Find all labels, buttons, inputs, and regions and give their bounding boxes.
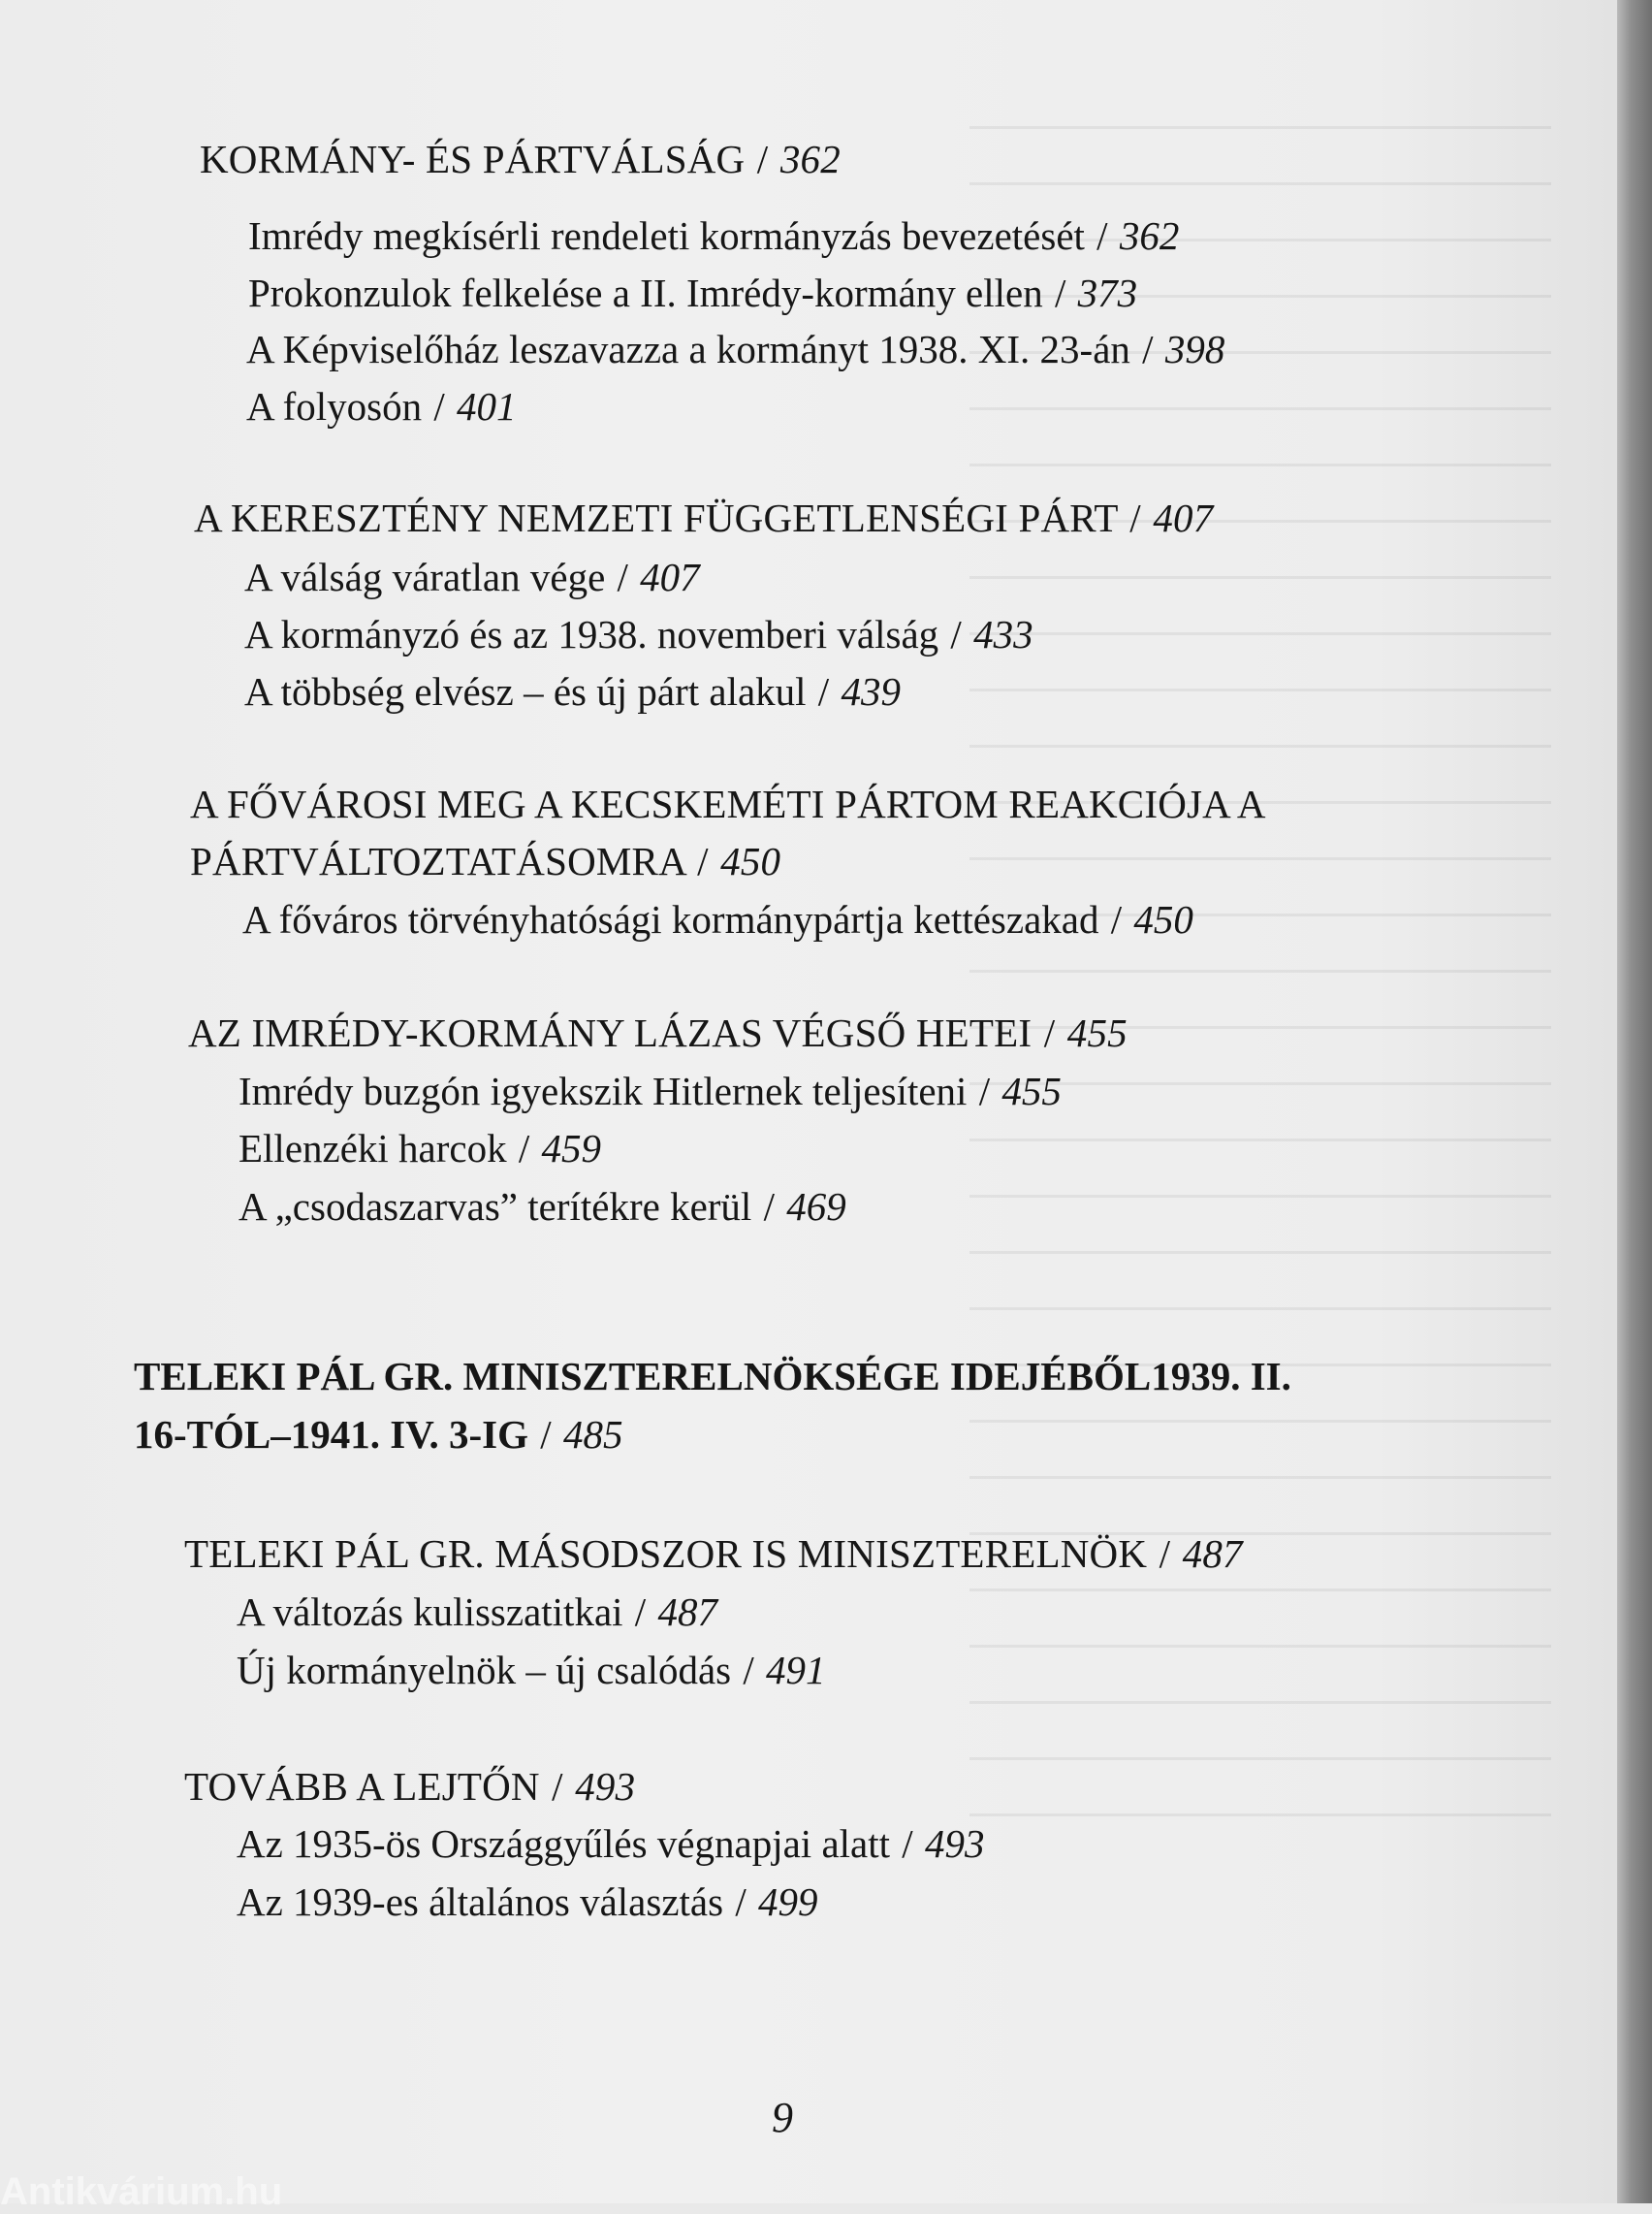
toc-entry-title: A folyosón: [246, 384, 423, 429]
toc-separator: /: [1043, 1011, 1056, 1055]
toc-subsection: [238, 1126, 602, 1171]
toc-separator: /: [617, 555, 628, 599]
toc-entry-title: A válság váratlan vége: [244, 555, 606, 599]
toc-entry-title: A változás kulisszatitkai: [237, 1589, 623, 1634]
toc-page-number: 493: [924, 1821, 985, 1866]
toc-section-heading: [190, 782, 1266, 826]
toc-separator: /: [1054, 271, 1066, 315]
toc-page-number: 401: [457, 384, 517, 429]
toc-subsection: [246, 327, 1225, 371]
toc-page-number: 362: [1119, 213, 1180, 258]
toc-page-number: 455: [1066, 1011, 1128, 1055]
toc-entry-title: KORMÁNY- ÉS PÁRTVÁLSÁG: [200, 137, 746, 181]
toc-separator: /: [1110, 897, 1123, 942]
toc-subsection: [248, 273, 1137, 313]
toc-separator: /: [540, 1412, 552, 1457]
toc-page-number: 407: [640, 555, 700, 599]
toc-entry-title: TELEKI PÁL GR. MINISZTERELNÖKSÉGE IDEJÉBŐL1939. II.: [134, 1354, 1291, 1398]
toc-part-heading-continued: [134, 1412, 623, 1457]
toc-separator: /: [1129, 496, 1141, 540]
toc-subsection: [237, 1821, 985, 1866]
toc-subsection: [244, 612, 1033, 657]
toc-separator: /: [433, 384, 445, 429]
toc-separator: /: [1142, 327, 1154, 371]
toc-separator: /: [1096, 213, 1108, 258]
toc-page-number: 450: [720, 839, 781, 883]
toc-page-number: 487: [657, 1589, 717, 1634]
toc-page-number: 487: [1182, 1531, 1243, 1576]
toc-page-number: 459: [541, 1126, 602, 1171]
toc-subsection: [238, 1184, 846, 1229]
toc-separator: /: [817, 669, 830, 714]
toc-subsection: [246, 384, 517, 429]
toc-entry-title: Az 1935-ös Országgyűlés végnapjai alatt: [237, 1821, 891, 1866]
toc-separator: /: [978, 1069, 991, 1113]
toc-separator: /: [763, 1184, 775, 1229]
toc-entry-title: Az 1939-es általános választás: [237, 1879, 724, 1924]
toc-page-number: 491: [766, 1648, 826, 1692]
toc-entry-title: Új kormányelnök – új csalódás: [237, 1648, 732, 1692]
toc-page-number: 373: [1077, 271, 1138, 315]
toc-separator: /: [735, 1879, 747, 1924]
toc-page-number: 407: [1153, 496, 1214, 540]
book-spine-edge: [1617, 0, 1652, 2203]
toc-separator: /: [697, 839, 709, 883]
toc-page-number: 499: [757, 1879, 818, 1924]
watermark: Antikvárium.hu: [0, 2170, 283, 2213]
toc-subsection: [237, 1589, 717, 1634]
toc-separator: /: [1159, 1531, 1171, 1576]
toc-page-number: 450: [1133, 897, 1193, 942]
toc-subsection: [244, 669, 901, 714]
toc-separator: /: [743, 1648, 754, 1692]
toc-entry-title: TOVÁBB A LEJTŐN: [184, 1764, 540, 1809]
toc-subsection: [237, 1648, 826, 1692]
toc-page-number: 469: [786, 1184, 846, 1229]
toc-page-number: 455: [1001, 1069, 1062, 1113]
toc-entry-title: Imrédy megkísérli rendeleti kormányzás bevezetését: [248, 213, 1085, 258]
toc-part-heading: [134, 1354, 1291, 1398]
toc-subsection: [238, 1069, 1062, 1113]
toc-subsection: [242, 897, 1193, 942]
toc-page-number: 398: [1164, 327, 1225, 371]
toc-section-heading: [200, 137, 841, 181]
toc-entry-title: A FŐVÁROSI MEG A KECSKEMÉTI PÁRTOM REAKCIÓJA A: [190, 782, 1266, 826]
toc-section-heading: [184, 1531, 1243, 1576]
toc-entry-title: A KERESZTÉNY NEMZETI FÜGGETLENSÉGI PÁRT: [194, 496, 1118, 540]
toc-entry-title: A Képviselőház leszavazza a kormányt 1938. XI. 23-án: [246, 327, 1130, 371]
toc-entry-title: Prokonzulok felkelése a II. Imrédy-kormány ellen: [248, 271, 1043, 315]
toc-entry-title: A főváros törvényhatósági kormánypártja kettészakad: [242, 897, 1099, 942]
toc-entry-title: Imrédy buzgón igyekszik Hitlernek teljesíteni: [238, 1069, 968, 1113]
toc-subsection: [237, 1879, 818, 1924]
toc-section-heading: [184, 1764, 636, 1809]
toc-entry-title: Ellenzéki harcok: [238, 1126, 507, 1171]
toc-entry-title: A többség elvész – és új párt alakul: [244, 669, 807, 714]
toc-entry-title: PÁRTVÁLTOZTATÁSOMRA: [190, 839, 685, 883]
toc-page-number: 433: [973, 612, 1033, 657]
toc-separator: /: [552, 1764, 563, 1809]
toc-section-heading: [194, 498, 1213, 538]
toc-subsection: [244, 555, 700, 599]
toc-entry-title: A „csodaszarvas” terítékre kerül: [238, 1184, 752, 1229]
toc-page-number: 493: [575, 1764, 636, 1809]
toc-entry-title: 16-TÓL–1941. IV. 3-IG: [134, 1412, 529, 1457]
page-number: 9: [772, 2094, 793, 2141]
toc-separator: /: [950, 612, 962, 657]
toc-section-heading: [188, 1013, 1128, 1053]
toc-entry-title: AZ IMRÉDY-KORMÁNY LÁZAS VÉGSŐ HETEI: [188, 1011, 1032, 1055]
toc-page-number: 362: [779, 137, 841, 181]
toc-separator: /: [902, 1821, 913, 1866]
toc-separator: /: [634, 1589, 647, 1634]
toc-separator: /: [518, 1126, 530, 1171]
toc-page-number: 485: [562, 1412, 623, 1457]
toc-subsection: [248, 213, 1180, 258]
toc-section-heading-continued: [190, 839, 781, 883]
toc-entry-title: TELEKI PÁL GR. MÁSODSZOR IS MINISZTERELNÖK: [184, 1531, 1148, 1576]
toc-separator: /: [756, 137, 769, 181]
toc-entry-title: A kormányzó és az 1938. novemberi válság: [244, 612, 939, 657]
toc-page-number: 439: [841, 669, 901, 714]
